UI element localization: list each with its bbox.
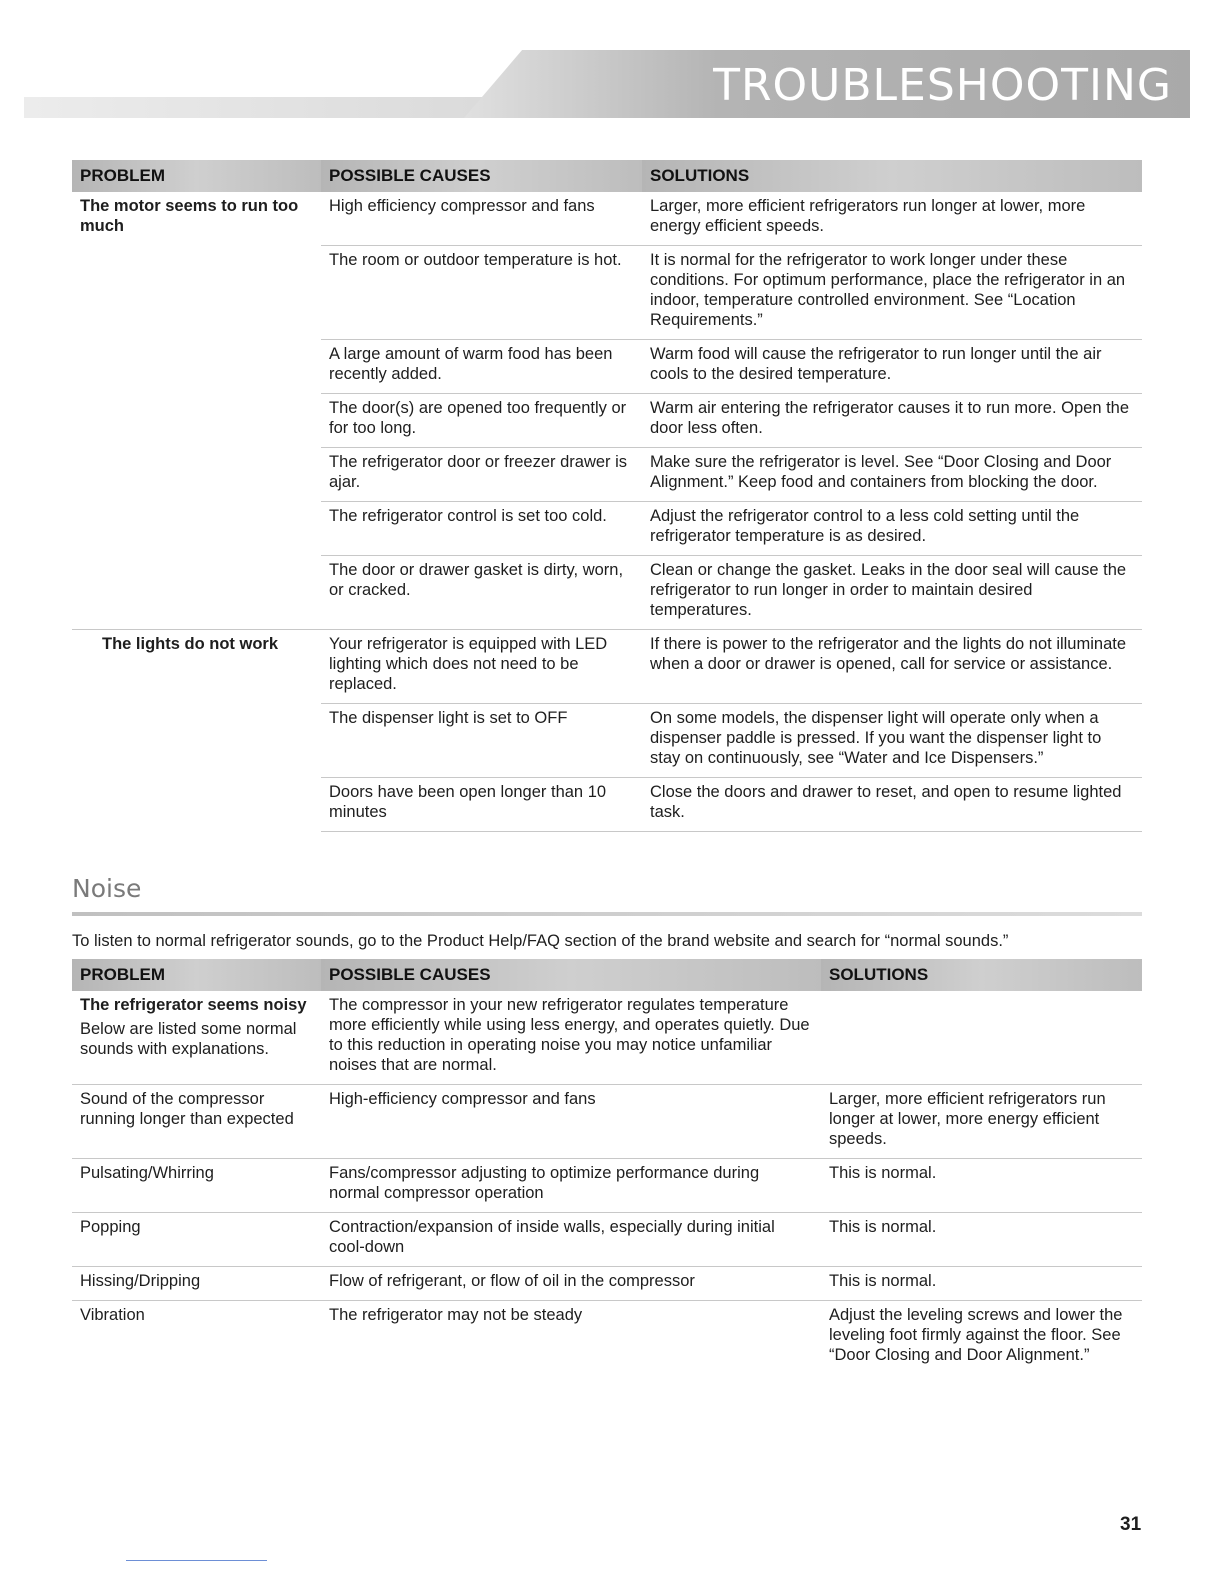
cause-cell: The refrigerator may not be steady	[321, 1301, 821, 1375]
header-solutions: SOLUTIONS	[821, 959, 1142, 991]
solution-cell: Adjust the refrigerator control to a less cold setting until the refrigerator temperature is as desired.	[642, 502, 1142, 556]
table-row	[72, 1159, 1142, 1213]
header-solutions: SOLUTIONS	[642, 160, 1142, 192]
solution-cell: On some models, the dispenser light will operate only when a dispenser paddle is pressed. If you want the dispenser light to stay on continuously, see “Water and Ice Dispensers.”	[642, 704, 1142, 778]
problem-cell	[72, 991, 321, 1085]
cause-cell: The compressor in your new refrigerator regulates temperature more efficiently while using less energy, and operates quietly. Due to this reduction in operating noise you may notice unfamiliar noises that are normal.	[329, 996, 810, 1074]
solution-cell: This is normal.	[821, 1159, 1142, 1213]
table-row	[72, 1267, 1142, 1301]
problem-cell: Pulsating/Whirring	[72, 1159, 321, 1213]
table-header-row	[72, 160, 1142, 192]
cause-cell: The room or outdoor temperature is hot.	[321, 246, 642, 340]
problem-cell: Popping	[72, 1213, 321, 1267]
table-row	[72, 630, 1142, 704]
solution-cell: Adjust the leveling screws and lower the leveling foot firmly against the floor. See “Door Closing and Door Alignment.”	[821, 1301, 1142, 1375]
page-number: 31	[1120, 1514, 1142, 1535]
table-row	[72, 1085, 1142, 1159]
noise-heading: Noise	[72, 874, 142, 903]
cause-cell: Doors have been open longer than 10 minutes	[321, 778, 642, 832]
cause-cell: The refrigerator door or freezer drawer is ajar.	[321, 448, 642, 502]
header-problem: PROBLEM	[72, 160, 321, 192]
solution-cell: Make sure the refrigerator is level. See “Door Closing and Door Alignment.” Keep food and containers from blocking the door.	[642, 448, 1142, 502]
cause-cell: High efficiency compressor and fans	[329, 197, 595, 215]
cause-cell: The dispenser light is set to OFF	[321, 704, 642, 778]
footer-rule	[126, 1560, 267, 1561]
problem-cell: Hissing/Dripping	[72, 1267, 321, 1301]
noise-rule	[72, 912, 1142, 916]
problem-cell: Vibration	[72, 1301, 321, 1375]
table-row	[72, 1301, 1142, 1375]
table-row	[72, 192, 1142, 246]
header-possible-causes: POSSIBLE CAUSES	[321, 959, 821, 991]
cause-cell: High-efficiency compressor and fans	[321, 1085, 821, 1159]
solution-cell: Larger, more efficient refrigerators run longer at lower, more energy efficient speeds.	[650, 197, 1086, 235]
problem-cell: The motor seems to run too much	[80, 197, 299, 235]
cause-cell: Fans/compressor adjusting to optimize performance during normal compressor operation	[321, 1159, 821, 1213]
solution-cell: This is normal.	[821, 1213, 1142, 1267]
cause-cell: Contraction/expansion of inside walls, especially during initial cool-down	[321, 1213, 821, 1267]
header-possible-causes: POSSIBLE CAUSES	[321, 160, 642, 192]
problem-cell: Sound of the compressor running longer than expected	[72, 1085, 321, 1159]
cause-cell: The door or drawer gasket is dirty, worn, or cracked.	[321, 556, 642, 630]
problem-note: Below are listed some normal sounds with explanations.	[80, 1020, 297, 1058]
troubleshooting-table-motor-lights	[72, 160, 1142, 832]
table-row	[72, 991, 1142, 1085]
cause-cell: Your refrigerator is equipped with LED lighting which does not need to be replaced.	[321, 630, 642, 704]
solution-cell: Close the doors and drawer to reset, and open to resume lighted task.	[642, 778, 1142, 832]
cause-cell: Flow of refrigerant, or flow of oil in the compressor	[321, 1267, 821, 1301]
solution-cell	[821, 991, 1142, 1085]
solution-cell: Warm food will cause the refrigerator to run longer until the air cools to the desired temperature.	[642, 340, 1142, 394]
solution-cell: Larger, more efficient refrigerators run longer at lower, more energy efficient speeds.	[821, 1085, 1142, 1159]
cause-cell: The door(s) are opened too frequently or for too long.	[321, 394, 642, 448]
problem-cell: The lights do not work	[72, 630, 321, 832]
solution-cell: Clean or change the gasket. Leaks in the door seal will cause the refrigerator to run longer in order to maintain desired temperatures.	[642, 556, 1142, 630]
section-banner	[24, 50, 1190, 118]
cause-cell: The refrigerator control is set too cold.	[321, 502, 642, 556]
table-row	[72, 1213, 1142, 1267]
page-title: TROUBLESHOOTING	[713, 60, 1172, 111]
noise-intro: To listen to normal refrigerator sounds, go to the Product Help/FAQ section of the brand website and search for “normal sounds.”	[72, 932, 1009, 950]
problem-title: The refrigerator seems noisy	[80, 996, 307, 1014]
cause-cell: A large amount of warm food has been recently added.	[321, 340, 642, 394]
solution-cell: It is normal for the refrigerator to work longer under these conditions. For optimum performance, place the refrigerator in an indoor, temperature controlled environment. See “Location Requirements.”	[642, 246, 1142, 340]
header-problem: PROBLEM	[72, 959, 321, 991]
solution-cell: Warm air entering the refrigerator causes it to run more. Open the door less often.	[642, 394, 1142, 448]
solution-cell: If there is power to the refrigerator and the lights do not illuminate when a door or drawer is opened, call for service or assistance.	[642, 630, 1142, 704]
table-header-row	[72, 959, 1142, 991]
noise-table	[72, 959, 1142, 1374]
solution-cell: This is normal.	[821, 1267, 1142, 1301]
